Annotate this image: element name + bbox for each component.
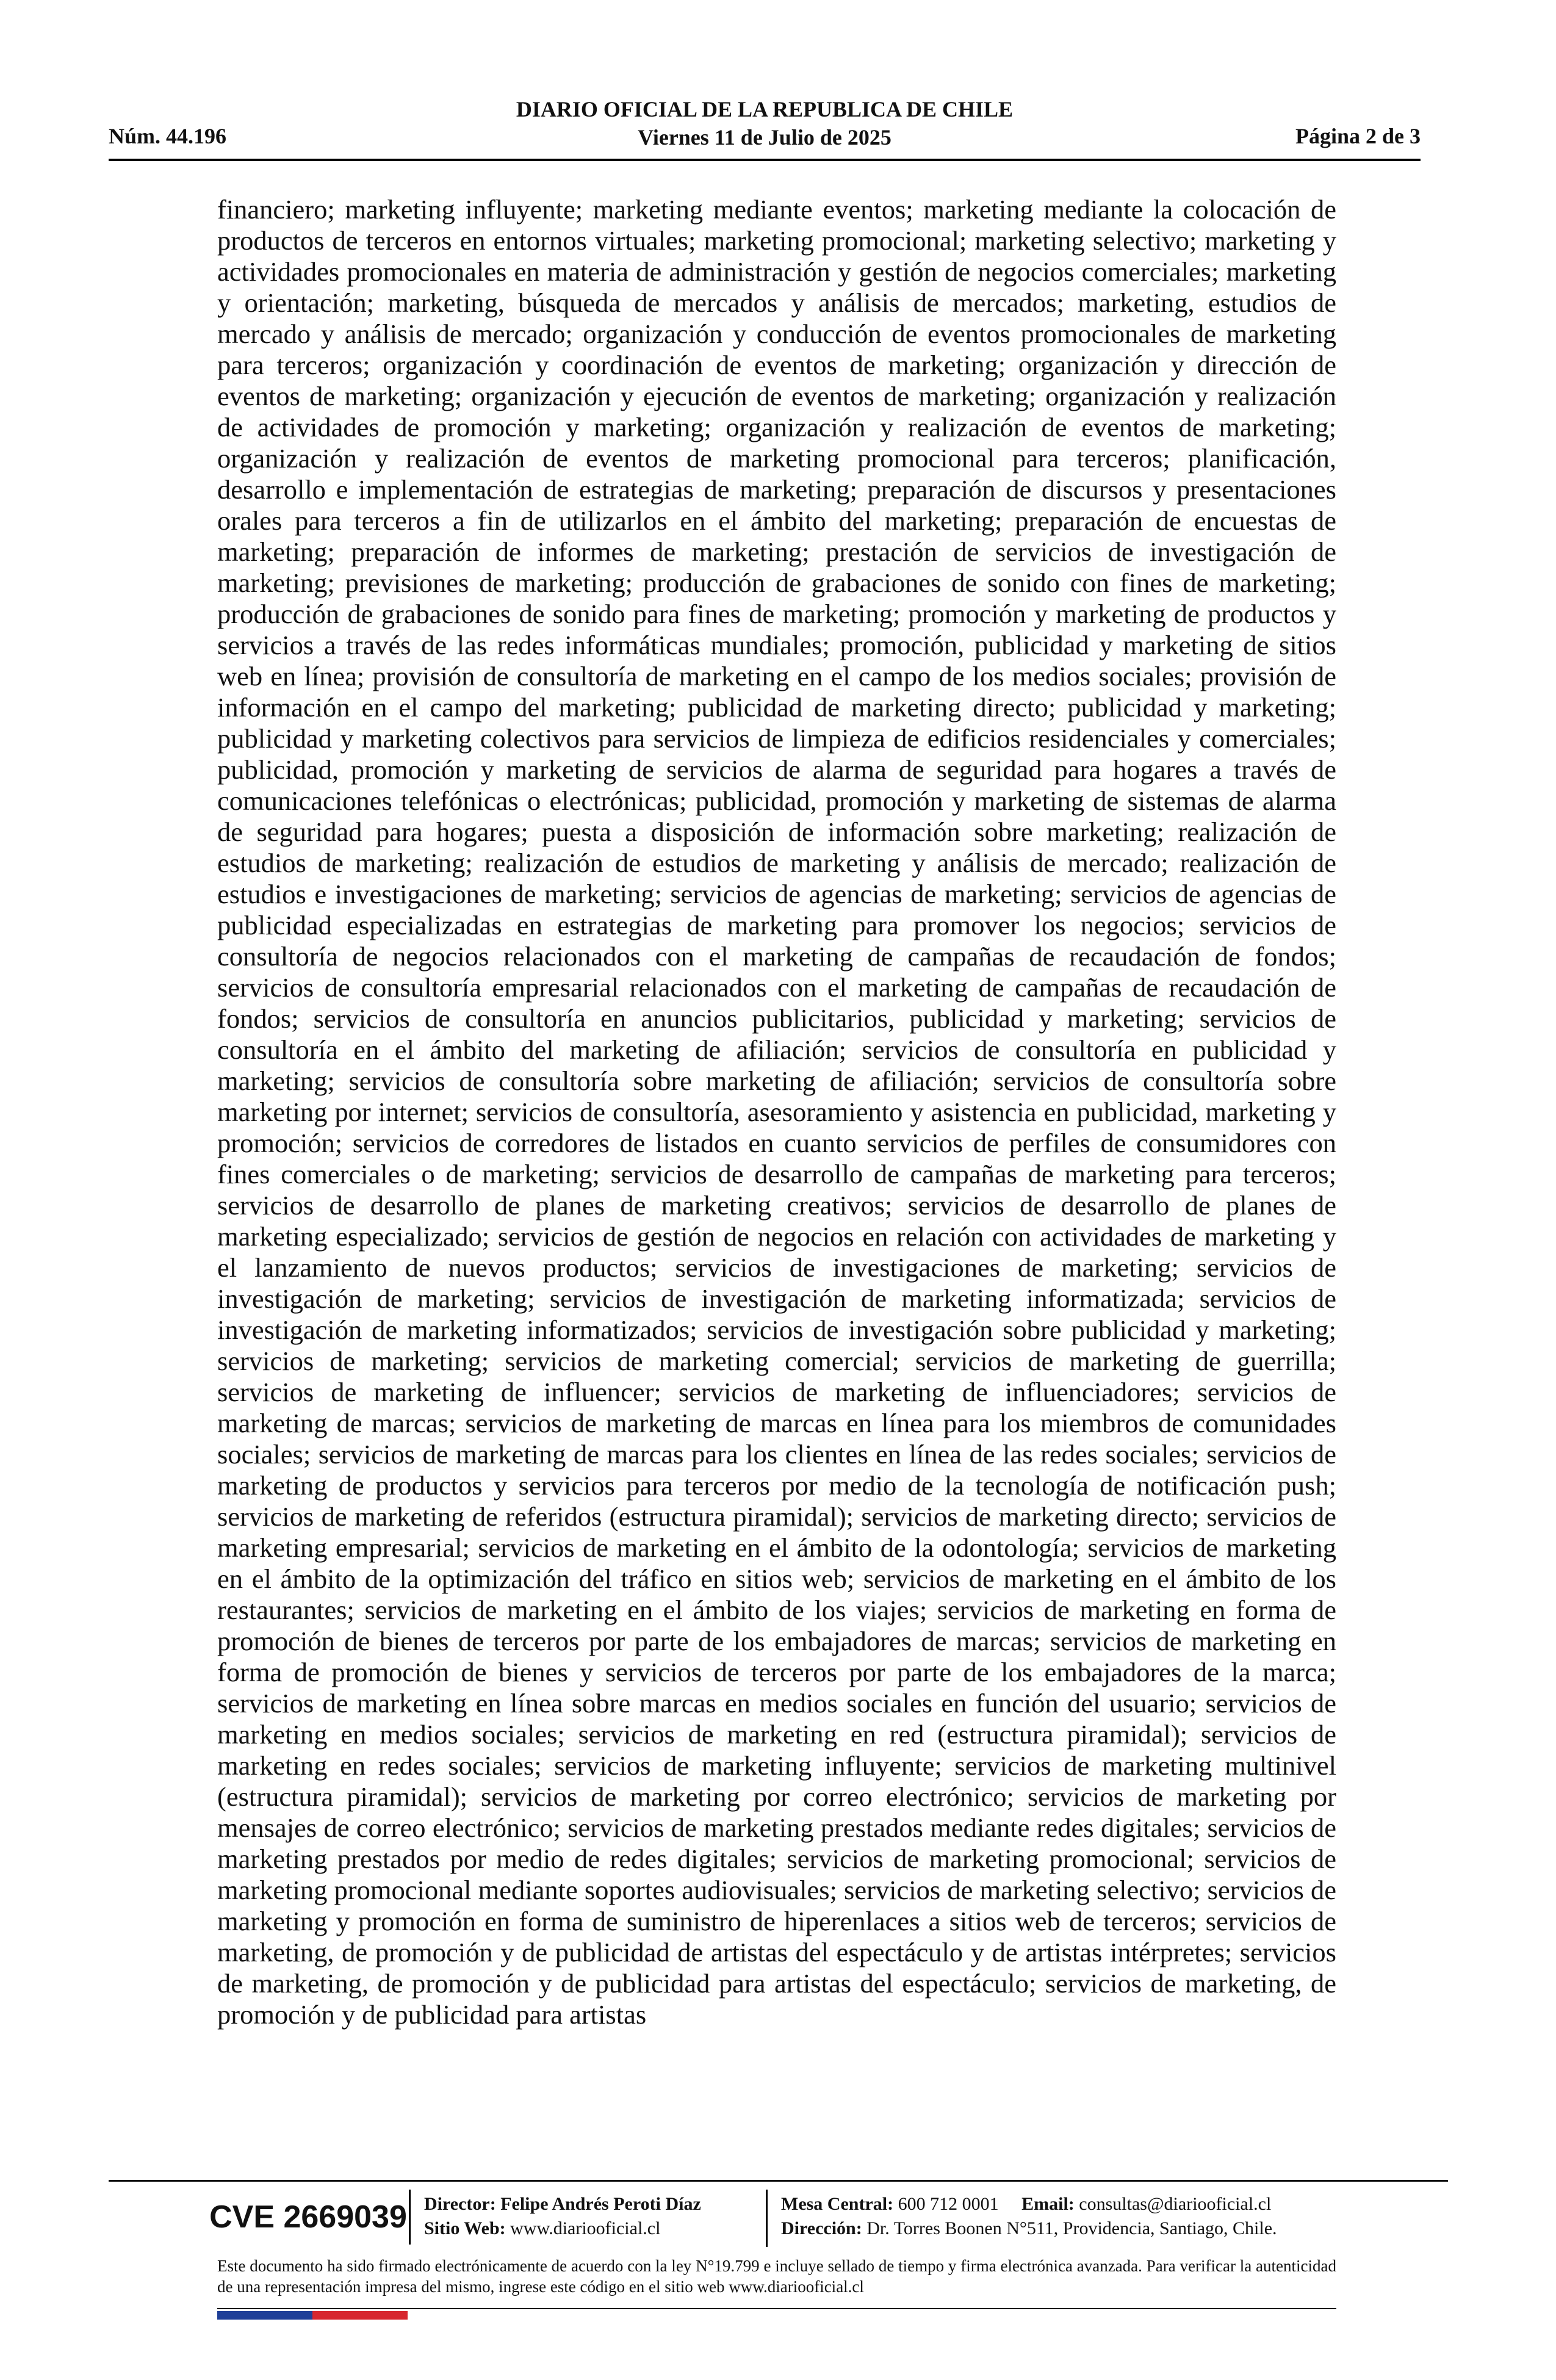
footer-contact-block — [766, 2190, 1367, 2247]
footer-divider — [109, 2180, 1448, 2182]
flag-red-stripe — [312, 2311, 408, 2320]
body-paragraph: financiero; marketing influyente; marketing mediante eventos; marketing mediante la colocación de productos de terceros en entornos virtuales; marketing promocional; marketing selectivo; marketing y actividades promocionales en materia de administración y gestión de negocios comerciales; marketing y orientación; marketing, búsqueda de mercados y análisis de mercados; marketing, estudios de mercado y análisis de mercado; organización y conducción de eventos promocionales de marketing para terceros; organización y coordinación de eventos de marketing; organización y dirección de eventos de marketing; organización y ejecución de eventos de marketing; organización y realización de actividades de promoción y marketing; organización y realización de eventos de marketing; organización y realización de eventos de marketing promocional para terceros; planificación, desarrollo e implementación de estrategias de marketing; preparación de discursos y presentaciones orales para terceros a fin de utilizarlos en el ámbito del marketing; preparación de encuestas de marketing; preparación de informes de marketing; prestación de servicios de investigación de marketing; previsiones de marketing; producción de grabaciones de sonido con fines de marketing; producción de grabaciones de sonido para fines de marketing; promoción y marketing de productos y servicios a través de las redes informáticas mundiales; promoción, publicidad y marketing de sitios web en línea; provisión de consultoría de marketing en el campo de los medios sociales; provisión de información en el campo del marketing; publicidad de marketing directo; publicidad y marketing; publicidad y marketing colectivos para servicios de limpieza de edificios residenciales y comerciales; publicidad, promoción y marketing de servicios de alarma de seguridad para hogares a través de comunicaciones telefónicas o electrónicas; publicidad, promoción y marketing de sistemas de alarma de seguridad para hogares; puesta a disposición de información sobre marketing; realización de estudios de marketing; realización de estudios de marketing y análisis de mercado; realización de estudios e investigaciones de marketing; servicios de agencias de marketing; servicios de agencias de publicidad especializadas en estrategias de marketing para promover los negocios; servicios de consultoría de negocios relacionados con el marketing de campañas de recaudación de fondos; servicios de consultoría empresarial relacionados con el marketing de campañas de recaudación de fondos; servicios de consultoría en anuncios publicitarios, publicidad y marketing; servicios de consultoría en el ámbito del marketing de afiliación; servicios de consultoría en publicidad y marketing; servicios de consultoría sobre marketing de afiliación; servicios de consultoría sobre marketing por internet; servicios de consultoría, asesoramiento y asistencia en publicidad, marketing y promoción; servicios de corredores de listados en cuanto servicios de perfiles de consumidores con fines comerciales o de marketing; servicios de desarrollo de campañas de marketing para terceros; servicios de desarrollo de planes de marketing creativos; servicios de desarrollo de planes de marketing especializado; servicios de gestión de negocios en relación con actividades de marketing y el lanzamiento de nuevos productos; servicios de investigaciones de marketing; servicios de investigación de marketing; servicios de investigación de marketing informatizada; servicios de investigación de marketing informatizados; servicios de investigación sobre publicidad y marketing; servicios de marketing; servicios de marketing comercial; servicios de marketing de guerrilla; servicios de marketing de influencer; servicios de marketing de influenciadores; servicios de marketing de marcas; servicios de marketing de marcas en línea para los miembros de comunidades sociales; servicios de marketing de marcas para los clientes en línea de las redes sociales; servicios de marketing de productos y servicios para terceros por medio de la tecnología de notificación push; servicios de marketing de referidos (estructura piramidal); servicios de marketing directo; servicios de marketing empresarial; servicios de marketing en el ámbito de la odontología; servicios de marketing en el ámbito de la optimización del tráfico en sitios web; servicios de marketing en el ámbito de los restaurantes; servicios de marketing en el ámbito de los viajes; servicios de marketing en forma de promoción de bienes de terceros por parte de los embajadores de marcas; servicios de marketing en forma de promoción de bienes y servicios de terceros por parte de los embajadores de la marca; servicios de marketing en línea sobre marcas en medios sociales en función del usuario; servicios de marketing en medios sociales; servicios de marketing en red (estructura piramidal); servicios de marketing en redes sociales; servicios de marketing influyente; servicios de marketing multinivel (estructura piramidal); servicios de marketing por correo electrónico; servicios de marketing por mensajes de correo electrónico; servicios de marketing prestados mediante redes digitales; servicios de marketing prestados por medio de redes digitales; servicios de marketing promocional; servicios de marketing promocional mediante soportes audiovisuales; servicios de marketing selectivo; servicios de marketing y promoción en forma de suministro de hiperenlaces a sitios web de terceros; servicios de marketing, de promoción y de publicidad de artistas del espectáculo y de artistas intérpretes; servicios de marketing, de promoción y de publicidad para artistas del espectáculo; servicios de marketing, de promoción y de publicidad para artistas — [217, 194, 1336, 2030]
website-line — [424, 2216, 766, 2241]
email-label: Email: — [1021, 2194, 1075, 2214]
footer-director-block — [424, 2192, 766, 2241]
contact-line — [781, 2192, 1367, 2216]
masthead — [109, 95, 1421, 151]
mesa-phone: 600 712 0001 — [898, 2194, 999, 2214]
publication-title: DIARIO OFICIAL DE LA REPUBLICA DE CHILE — [516, 97, 1014, 121]
address-line — [781, 2216, 1367, 2241]
director-name: Felipe Andrés Peroti Díaz — [500, 2194, 701, 2214]
page-header — [109, 92, 1421, 161]
website-label: Sitio Web: — [424, 2218, 506, 2238]
publication-date: Viernes 11 de Julio de 2025 — [638, 125, 891, 150]
bottom-divider — [217, 2308, 1336, 2309]
director-line — [424, 2192, 766, 2216]
flag-stripe — [217, 2311, 408, 2320]
cve-code: CVE 2669039 — [207, 2190, 411, 2245]
flag-blue-stripe — [217, 2311, 312, 2320]
address-label: Dirección: — [781, 2218, 862, 2238]
issue-number: Núm. 44.196 — [109, 124, 227, 148]
signature-notice: Este documento ha sido firmado electrónicamente de acuerdo con la ley N°19.799 e incluye sellado de tiempo y firma electrónica avanzada. Para verificar la autenticidad de una representación impresa del mismo, ingrese este código en el sitio web www.diariooficial.cl — [217, 2257, 1336, 2296]
email-link[interactable]: consultas@diariooficial.cl — [1079, 2194, 1272, 2214]
director-label: Director: — [424, 2194, 496, 2214]
website-link[interactable]: www.diariooficial.cl — [510, 2218, 661, 2238]
page-number: Página 2 de 3 — [1295, 124, 1421, 148]
mesa-label: Mesa Central: — [781, 2194, 894, 2214]
address-value: Dr. Torres Boonen N°511, Providencia, Santiago, Chile. — [866, 2218, 1277, 2238]
